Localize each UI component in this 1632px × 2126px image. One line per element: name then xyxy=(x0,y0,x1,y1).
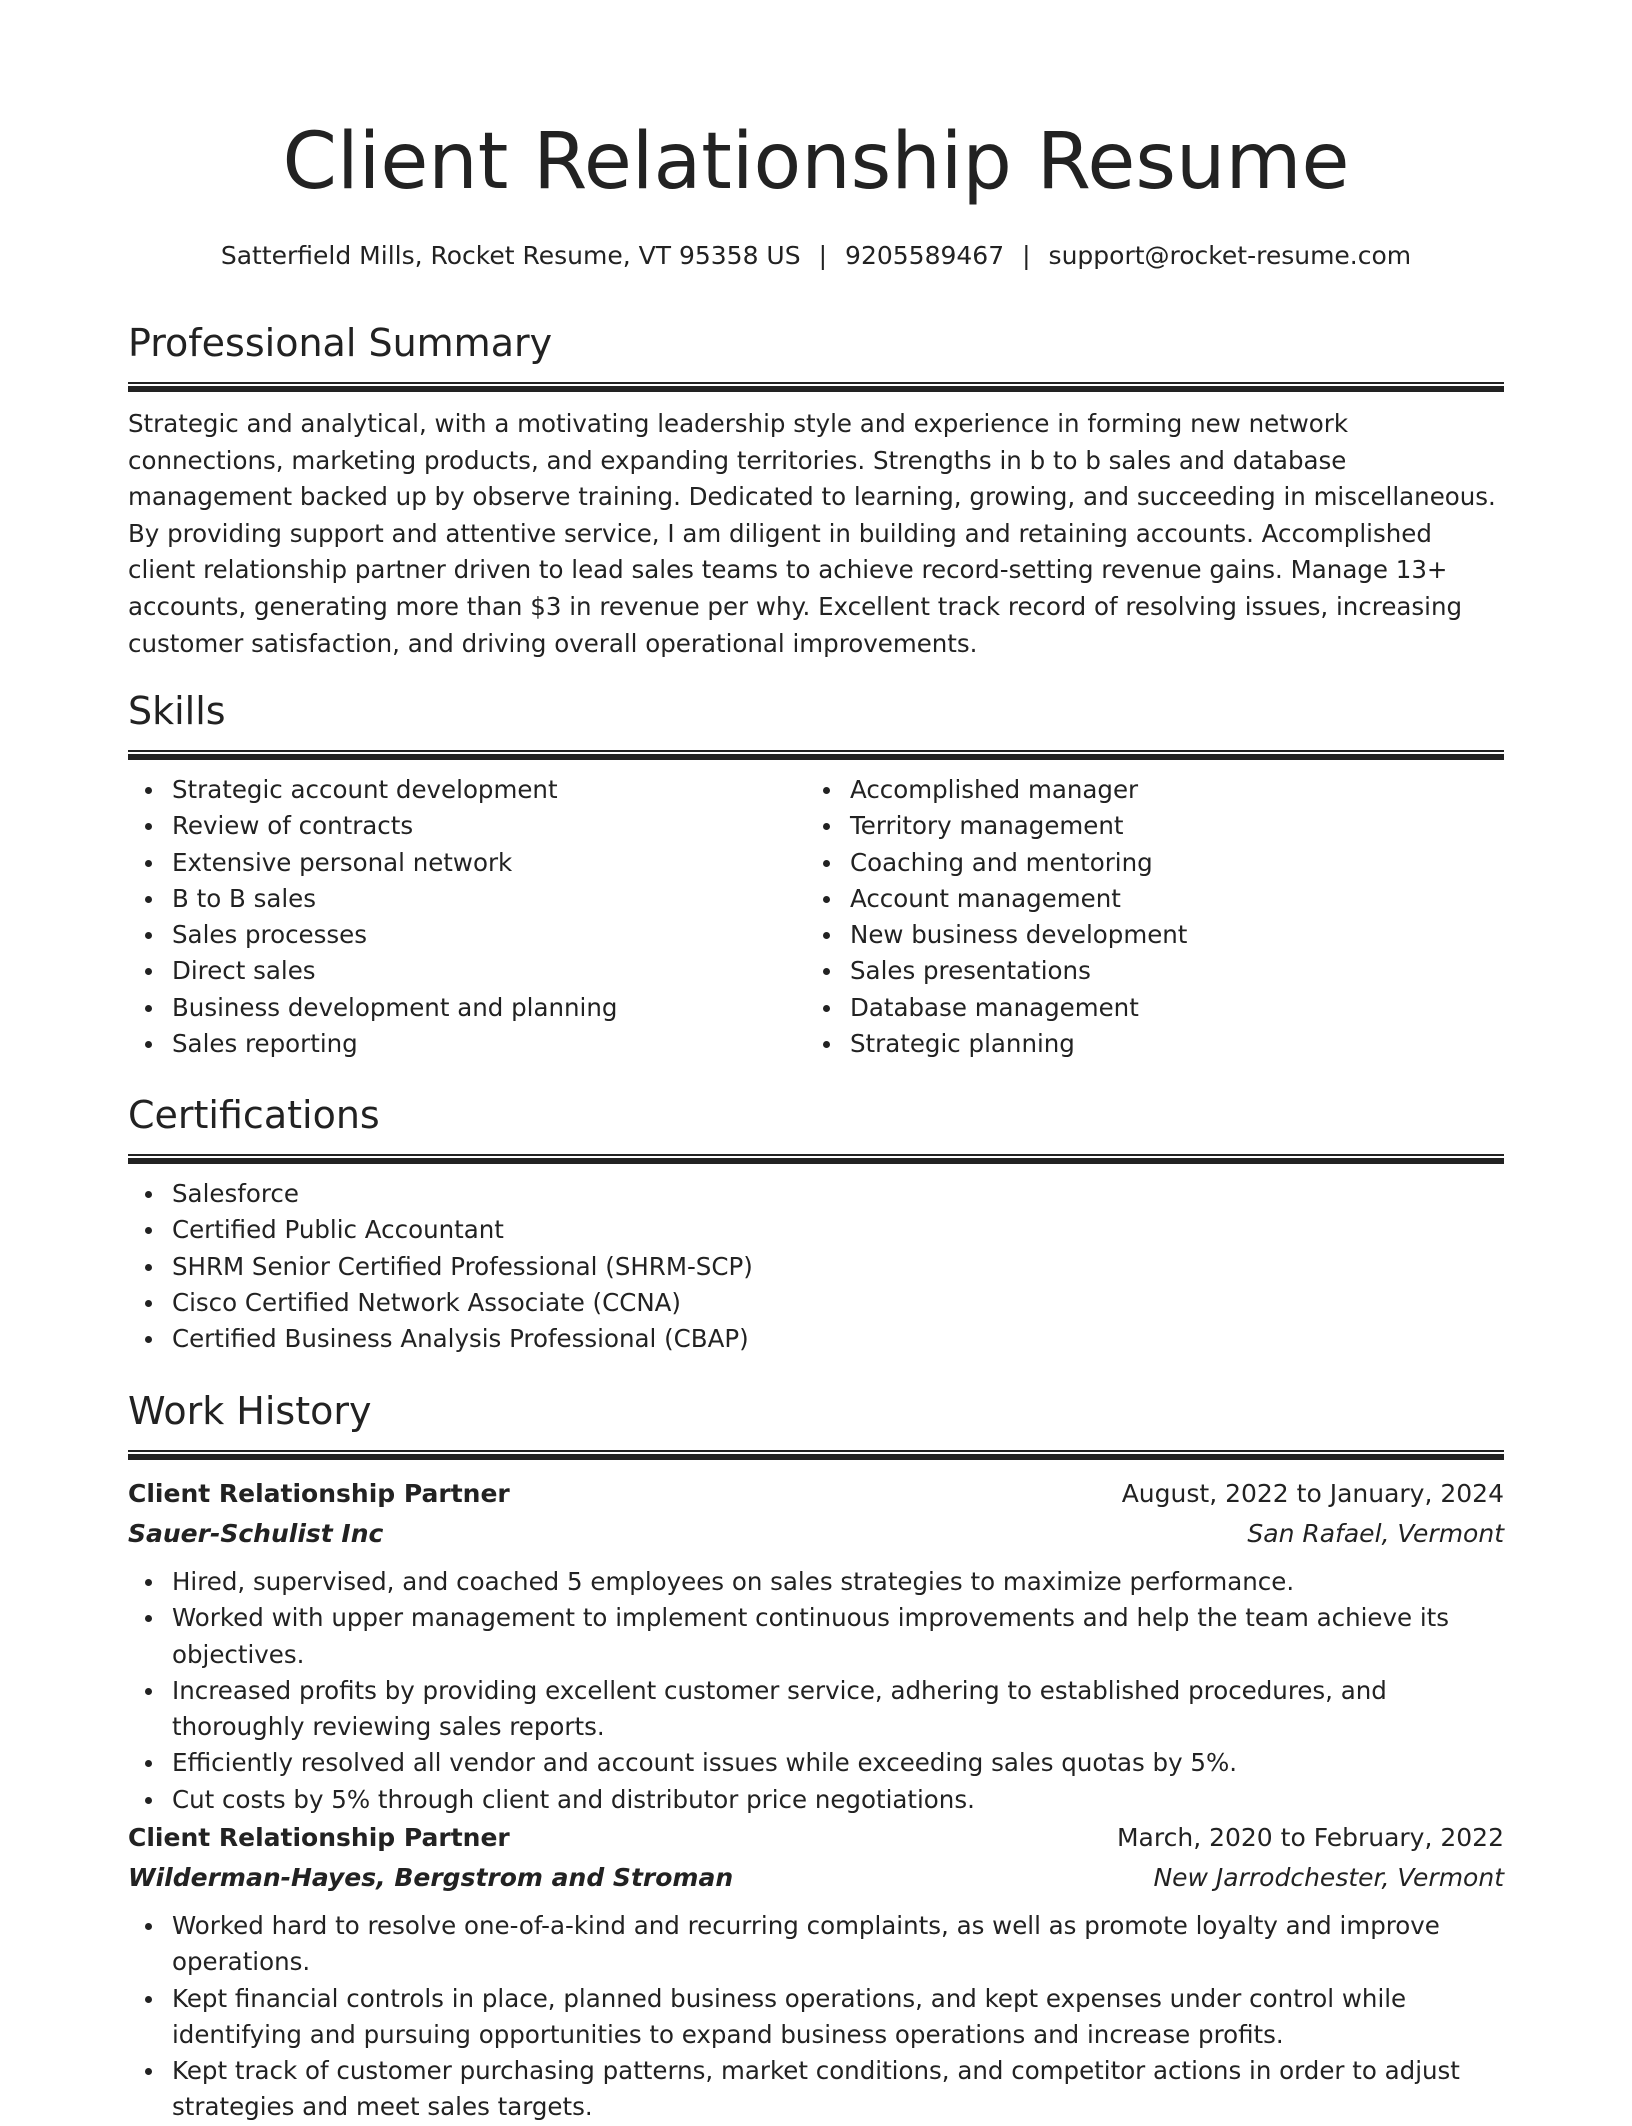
job-bullet: Worked with upper management to implement continuous improvements and help the team achieve its objectives. xyxy=(172,1600,1504,1673)
resume-name: Client Relationship Resume xyxy=(282,117,1350,207)
job-bullet: Worked hard to resolve one-of-a-kind and recurring complaints, as well as promote loyalty and improve operations. xyxy=(172,1908,1504,1981)
certification-item: SHRM Senior Certified Professional (SHRM-SCP) xyxy=(172,1249,1504,1285)
skill-item: Direct sales xyxy=(172,953,806,989)
summary-text: Strategic and analytical, with a motivating leadership style and experience in forming new network connections, marketing products, and expanding territories. Strengths in b to b sales and database management backed up by observe training. Dedicated to learning, growing, and succeeding in miscellaneous. By providing support and attentive service, I am diligent in building and retaining accounts. Accomplished client relationship partner driven to lead sales teams to achieve record-setting revenue gains. Manage 13+ accounts, generating more than $3 in revenue per why. Excellent track record of resolving issues, increasing customer satisfaction, and driving overall operational improvements. xyxy=(128,409,1496,658)
job-bullet: Hired, supervised, and coached 5 employees on sales strategies to maximize performance. xyxy=(172,1564,1504,1600)
certification-item: Cisco Certified Network Associate (CCNA) xyxy=(172,1285,1504,1321)
certification-item: Salesforce xyxy=(172,1176,1504,1212)
skill-item: Accomplished manager xyxy=(850,772,1484,808)
job-bullets xyxy=(128,1908,1504,2126)
skill-item: B to B sales xyxy=(172,881,806,917)
job-entry xyxy=(128,1818,1504,2126)
section-divider xyxy=(128,750,1504,760)
skills-columns xyxy=(128,760,1504,1062)
skill-item: Strategic planning xyxy=(850,1026,1484,1062)
job-bullet: Kept financial controls in place, planned business operations, and kept expenses under control while identifying and pursuing opportunities to expand business operations and increase profits. xyxy=(172,1981,1504,2054)
summary-section xyxy=(128,320,1504,662)
skill-item: Sales reporting xyxy=(172,1026,806,1062)
skills-list-left xyxy=(128,772,806,1062)
contact-address: Satterfield Mills, Rocket Resume, VT 95358 US xyxy=(220,241,801,270)
section-divider xyxy=(128,1154,1504,1164)
skill-item: Review of contracts xyxy=(172,808,806,844)
section-title-skills: Skills xyxy=(128,689,226,733)
job-dates: March, 2020 to February, 2022 xyxy=(1116,1823,1504,1852)
job-bullet: Increased profits by providing excellent customer service, adhering to established procedures, and thoroughly reviewing sales reports. xyxy=(172,1673,1504,1746)
section-title-certifications: Certifications xyxy=(128,1093,380,1137)
skill-item: Strategic account development xyxy=(172,772,806,808)
job-location: San Rafael, Vermont xyxy=(1247,1519,1504,1548)
skill-item: New business development xyxy=(850,917,1484,953)
certifications-section xyxy=(128,1092,1504,1357)
section-divider xyxy=(128,1450,1504,1460)
job-title: Client Relationship Partner xyxy=(128,1823,510,1852)
skills-list-right xyxy=(806,772,1484,1062)
section-divider xyxy=(128,382,1504,392)
skill-item: Sales processes xyxy=(172,917,806,953)
work-history-section xyxy=(128,1388,1504,1460)
skill-item: Sales presentations xyxy=(850,953,1484,989)
job-header-row xyxy=(128,1474,1504,1514)
certification-item: Certified Business Analysis Professional (CBAP) xyxy=(172,1321,1504,1357)
job-bullets xyxy=(128,1564,1504,1818)
job-entry xyxy=(128,1474,1504,1818)
skills-section xyxy=(128,688,1504,1062)
job-bullet: Cut costs by 5% through client and distributor price negotiations. xyxy=(172,1782,1504,1818)
job-company-row xyxy=(128,1858,1504,1898)
contact-separator: | xyxy=(1022,241,1031,270)
skill-item: Extensive personal network xyxy=(172,845,806,881)
section-title-work-history: Work History xyxy=(128,1389,372,1433)
certifications-list xyxy=(128,1176,1504,1357)
skill-item: Account management xyxy=(850,881,1484,917)
contact-email: support@rocket-resume.com xyxy=(1048,241,1412,270)
section-title-summary: Professional Summary xyxy=(128,321,553,365)
job-company-row xyxy=(128,1514,1504,1554)
skill-item: Database management xyxy=(850,990,1484,1026)
skill-item: Territory management xyxy=(850,808,1484,844)
skill-item: Coaching and mentoring xyxy=(850,845,1484,881)
skill-item: Business development and planning xyxy=(172,990,806,1026)
job-company: Sauer-Schulist Inc xyxy=(128,1519,384,1548)
contact-line xyxy=(128,238,1504,274)
job-dates: August, 2022 to January, 2024 xyxy=(1121,1479,1504,1508)
job-bullet: Efficiently resolved all vendor and account issues while exceeding sales quotas by 5%. xyxy=(172,1745,1504,1781)
job-header-row xyxy=(128,1818,1504,1858)
job-company: Wilderman-Hayes, Bergstrom and Stroman xyxy=(128,1863,734,1892)
job-bullet: Kept track of customer purchasing patterns, market conditions, and competitor actions in order to adjust strategies and meet sales targets. xyxy=(172,2053,1504,2126)
contact-phone: 9205589467 xyxy=(845,241,1005,270)
job-location: New Jarrodchester, Vermont xyxy=(1153,1863,1504,1892)
job-title: Client Relationship Partner xyxy=(128,1479,510,1508)
contact-separator: | xyxy=(818,241,828,270)
certification-item: Certified Public Accountant xyxy=(172,1212,1504,1248)
